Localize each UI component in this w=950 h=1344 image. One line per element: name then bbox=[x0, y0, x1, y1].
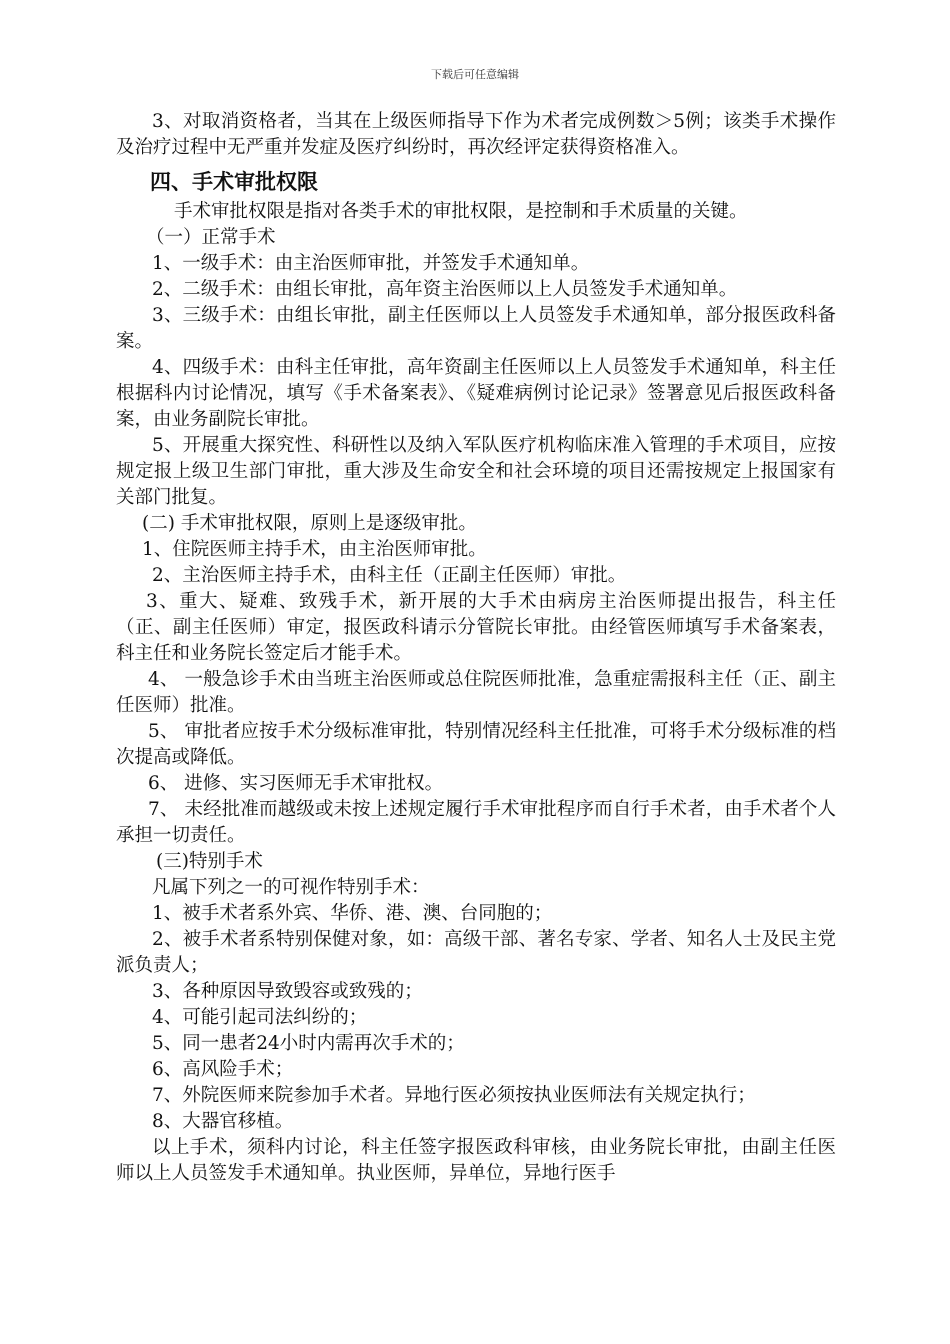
list-item: 4、 一般急诊手术由当班主治医师或总住院医师批准，急重症需报科主任（正、副主任医师）批准。 bbox=[116, 669, 836, 716]
list-item: 4、四级手术：由科主任审批，高年资副主任医师以上人员签发手术通知单，科主任根据科内讨论情况，填写《手术备案表》、《疑难病例讨论记录》签署意见后报医政科备案，由业务副院长审批。 bbox=[116, 357, 836, 430]
list-item: 2、主治医师主持手术，由科主任（正副主任医师）审批。 bbox=[152, 565, 627, 586]
list-item: 7、 未经批准而越级或未按上述规定履行手术审批程序而自行手术者，由手术者个人承担一切责任。 bbox=[116, 799, 836, 846]
list-item: 5、 审批者应按手术分级标准审批，特别情况经科主任批准，可将手术分级标准的档次提高或降低。 bbox=[116, 721, 836, 768]
list-item: 3、各种原因导致毁容或致残的； bbox=[152, 981, 423, 1002]
document-body bbox=[116, 109, 836, 1187]
subsection-title: （一）正常手术 bbox=[146, 227, 276, 248]
paragraph: 以上手术，须科内讨论，科主任签字报医政科审核，由业务院长审批，由副主任医师以上人员签发手术通知单。执业医师，异单位，异地行医手 bbox=[116, 1137, 836, 1184]
paragraph: 手术审批权限是指对各类手术的审批权限，是控制和手术质量的关键。 bbox=[174, 201, 748, 222]
list-item: 1、被手术者系外宾、华侨、港、澳、台同胞的； bbox=[152, 903, 553, 924]
list-item: 3、重大、疑难、致残手术，新开展的大手术由病房主治医师提出报告，科主任（正、副主任医师）审定，报医政科请示分管院长审批。由经管医师填写手术备案表，科主任和业务院长签定后才能手术。 bbox=[116, 591, 836, 664]
page-header: 下载后可任意编辑 bbox=[431, 68, 519, 81]
list-item: 2、二级手术：由组长审批，高年资主治医师以上人员签发手术通知单。 bbox=[152, 279, 738, 300]
list-item: 1、住院医师主持手术，由主治医师审批。 bbox=[142, 539, 487, 560]
list-item: 8、大器官移植。 bbox=[152, 1111, 294, 1132]
list-item: 4、可能引起司法纠纷的； bbox=[152, 1007, 368, 1028]
list-item: 6、 进修、实习医师无手术审批权。 bbox=[148, 773, 444, 794]
list-item: 2、被手术者系特别保健对象，如：高级干部、著名专家、学者、知名人士及民主党派负责人； bbox=[116, 929, 836, 976]
list-item: 7、外院医师来院参加手术者。异地行医必须按执业医师法有关规定执行； bbox=[152, 1085, 756, 1106]
list-item: 5、同一患者24小时内需再次手术的； bbox=[152, 1033, 465, 1054]
list-item: 5、开展重大探究性、科研性以及纳入军队医疗机构临床准入管理的手术项目，应按规定报上级卫生部门审批，重大涉及生命安全和社会环境的项目还需按规定上报国家有关部门批复。 bbox=[116, 435, 836, 508]
paragraph: 凡属下列之一的可视作特别手术： bbox=[152, 877, 430, 898]
section-heading: 四、手术审批权限 bbox=[150, 170, 318, 194]
list-item: 3、三级手术：由组长审批，副主任医师以上人员签发手术通知单，部分报医政科备案。 bbox=[116, 305, 836, 352]
paragraph: 3、对取消资格者，当其在上级医师指导下作为术者完成例数＞5例；该类手术操作及治疗过程中无严重并发症及医疗纠纷时，再次经评定获得资格准入。 bbox=[116, 111, 836, 158]
list-item: 6、高风险手术； bbox=[152, 1059, 294, 1080]
list-item: 1、一级手术：由主治医师审批，并签发手术通知单。 bbox=[152, 253, 590, 274]
subsection-title: (二) 手术审批权限，原则上是逐级审批。 bbox=[142, 513, 477, 534]
subsection-title: (三)特别手术 bbox=[156, 851, 263, 872]
